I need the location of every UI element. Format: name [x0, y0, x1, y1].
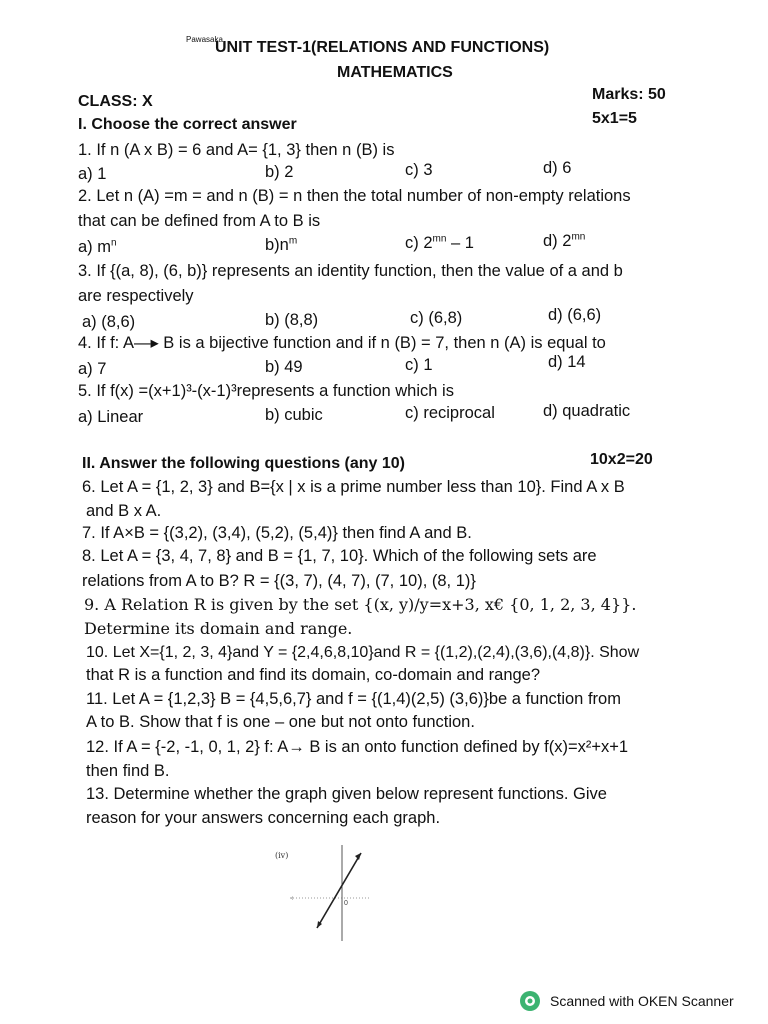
graph-iv [265, 843, 375, 943]
question-12-line-2: then find B. [86, 762, 170, 780]
section2-scheme: 10x2=20 [590, 451, 653, 468]
q4-option-b: b) 49 [265, 358, 303, 376]
question-11-line-1: 11. Let A = {1,2,3} B = {4,5,6,7} and f = {(1,4)(2,5) (3,6)}be a function from [86, 690, 621, 708]
question-4: 4. If f: A—▸ B is a bijective function and if n (B) = 7, then n (A) is equal to [78, 334, 606, 352]
origin-label: 0 [344, 900, 348, 907]
q1-option-d: d) 6 [543, 159, 572, 177]
marks-label: Marks: 50 [592, 86, 666, 103]
question-3-line-1: 3. If {(a, 8), (6, b)} represents an identity function, then the value of a and b [78, 262, 623, 280]
question-2-line-2: that can be defined from A to B is [78, 212, 321, 230]
scanner-watermark [518, 989, 734, 1013]
q3-option-b: b) (8,8) [265, 311, 319, 329]
question-12-line-1: 12. If A = {-2, -1, 0, 1, 2} f: A→ B is an onto function defined by f(x)=x²+x+1 [86, 738, 629, 756]
question-8-line-1: 8. Let A = {3, 4, 7, 8} and B = {1, 7, 10}. Which of the following sets are [82, 547, 597, 565]
question-5: 5. If f(x) =(x+1)³-(x-1)³represents a function which is [78, 382, 454, 400]
question-6-line-2: and B x A. [86, 502, 162, 520]
question-1: 1. If n (A x B) = 6 and A= {1, 3} then n (B) is [78, 141, 395, 159]
graph-line [317, 853, 361, 928]
question-7: 7. If A×B = {(3,2), (3,4), (5,2), (5,4)} then find A and B. [82, 524, 472, 542]
question-8-line-2: relations from A to B? R = {(3, 7), (4, 7), (7, 10), (8, 1)} [82, 572, 476, 590]
class-label: CLASS: X [78, 93, 153, 110]
oken-logo-icon [518, 989, 542, 1013]
q2-option-b: $b)n^m$ [265, 235, 298, 254]
question-3-line-2: are respectively [78, 287, 194, 305]
question-9-line-1: 9. A Relation R is given by the set {(x, y)/y=x+3, x€ {0, 1, 2, 3, 4}}. [84, 595, 637, 614]
arrow-up-icon [355, 853, 361, 860]
question-9-line-2: Determine its domain and range. [84, 619, 353, 638]
q4-option-a: a) 7 [78, 360, 107, 378]
q2-option-c: c) $2^{mn} - 1$ [405, 233, 474, 252]
q2-option-a: a) $m^n$ [78, 237, 117, 256]
q1-option-c: c) 3 [405, 161, 433, 179]
question-13-line-2: reason for your answers concerning each graph. [86, 809, 441, 827]
question-11-line-2: A to B. Show that f is one – one but not onto function. [86, 713, 475, 731]
q4-option-d: d) 14 [548, 353, 586, 371]
q2-option-d: d) $2^{mn}$ [543, 231, 586, 250]
q1-option-b: b) 2 [265, 163, 294, 181]
question-13-line-1: 13. Determine whether the graph given below represent functions. Give [86, 785, 607, 803]
q5-option-a: a) Linear [78, 408, 144, 426]
x-axis-arrow-icon: ‹ [291, 895, 294, 902]
question-10-line-2: that R is a function and find its domain, co-domain and range? [86, 666, 541, 684]
q5-option-d: d) quadratic [543, 402, 631, 420]
section2-heading: II. Answer the following questions (any 10) [82, 455, 405, 472]
question-2-line-1: 2. Let n (A) =m = and n (B) = n then the total number of non-empty relations [78, 187, 631, 205]
q3-option-a: a) (8,6) [82, 313, 136, 331]
q5-option-b: b) cubic [265, 406, 323, 424]
question-6-line-1: 6. Let A = {1, 2, 3} and B={x | x is a prime number less than 10}. Find A x B [82, 478, 625, 496]
stamp-text: Pawasaka [186, 35, 223, 44]
scanner-text: Scanned with OKEN Scanner [550, 993, 734, 1009]
q4-option-c: c) 1 [405, 356, 433, 374]
q5-option-c: c) reciprocal [405, 404, 495, 422]
q1-option-a: a) 1 [78, 165, 107, 183]
section1-scheme: 5x1=5 [592, 110, 637, 127]
subject-title: MATHEMATICS [337, 64, 453, 81]
q3-option-d: d) (6,6) [548, 306, 602, 324]
graph-label: (iv) [275, 851, 289, 860]
question-10-line-1: 10. Let X={1, 2, 3, 4}and Y = {2,4,6,8,10}and R = {(1,2),(2,4),(3,6),(4,8)}. Show [86, 644, 640, 661]
test-title: UNIT TEST-1(RELATIONS AND FUNCTIONS) [215, 39, 550, 56]
q3-option-c: c) (6,8) [410, 309, 463, 327]
section1-heading: I. Choose the correct answer [78, 116, 297, 133]
